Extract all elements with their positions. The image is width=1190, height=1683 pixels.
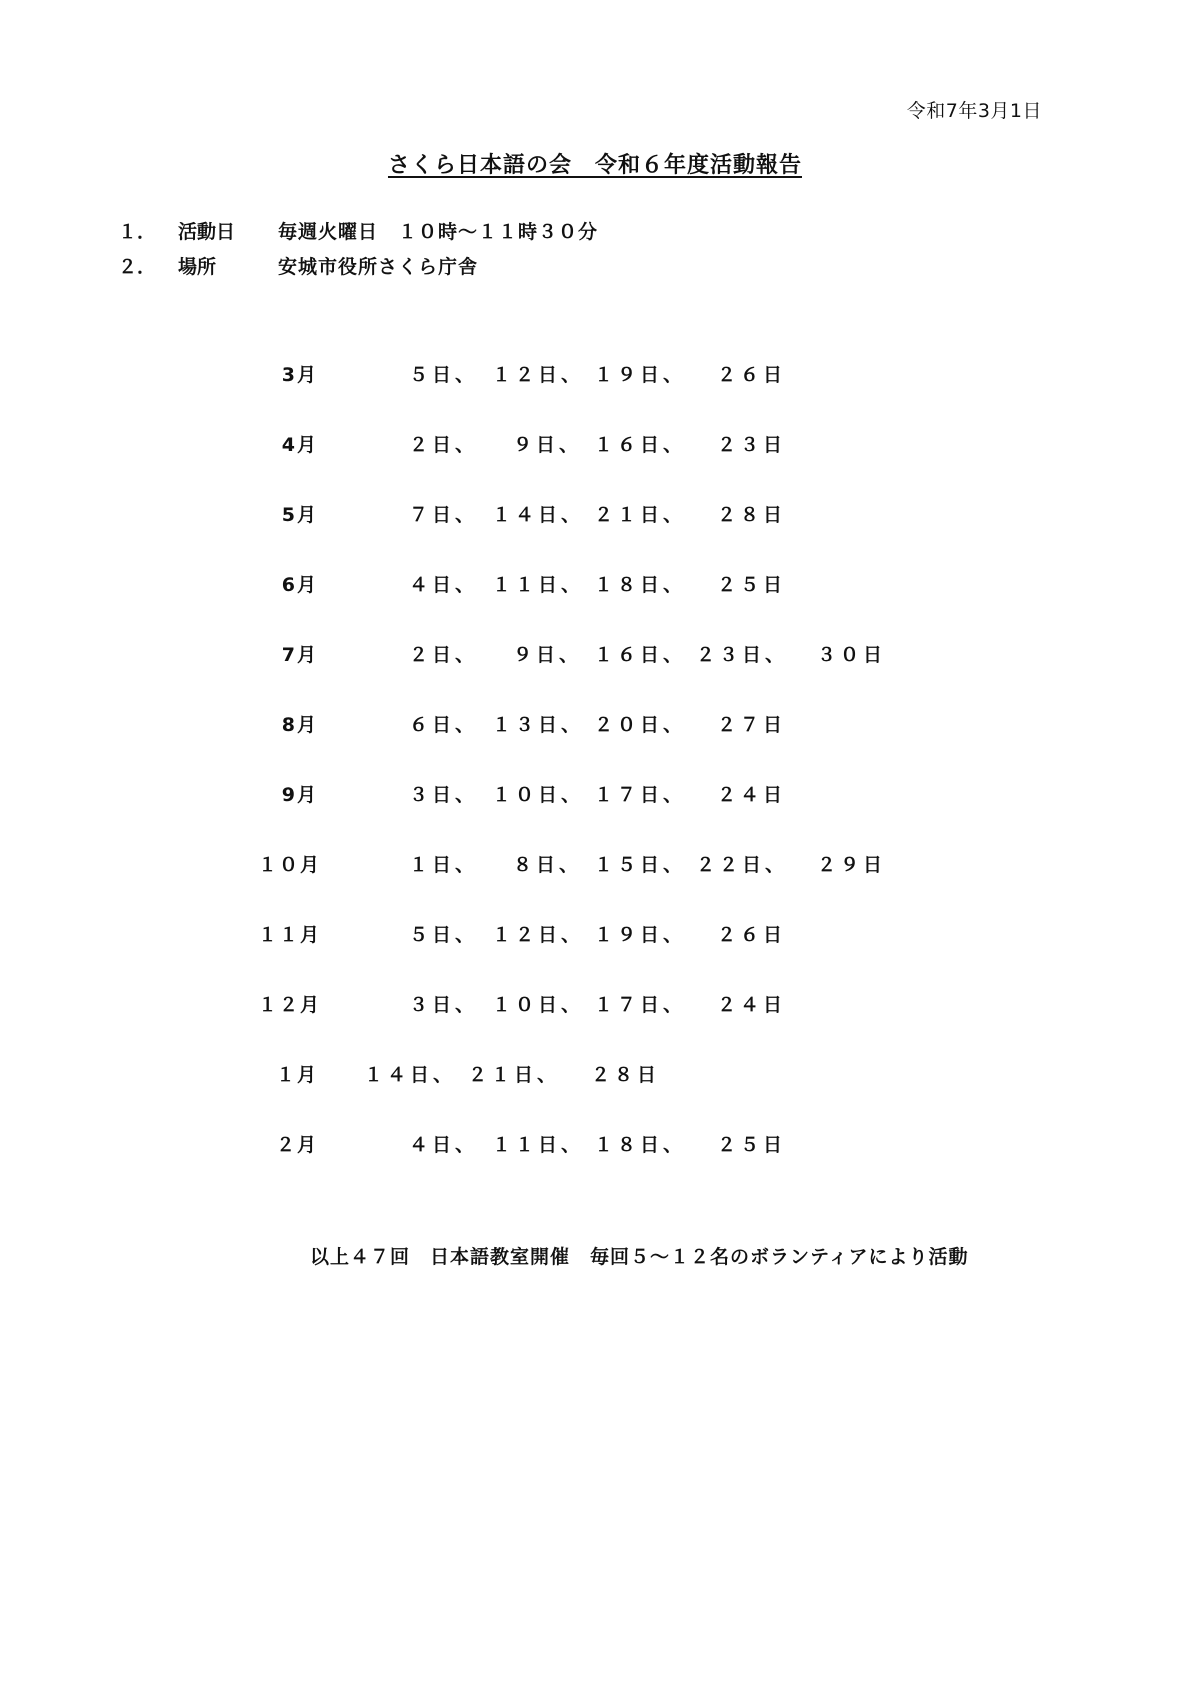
schedule-month: 3月 bbox=[281, 364, 318, 386]
schedule-day: １０日、 bbox=[492, 994, 585, 1016]
item-number: ２． bbox=[118, 256, 157, 278]
schedule-day: ６日、 bbox=[408, 714, 478, 736]
schedule-day: １７日、 bbox=[594, 994, 687, 1016]
item-value: 毎週火曜日 １０時～１１時３０分 bbox=[278, 221, 599, 243]
schedule-month: １１月 bbox=[258, 924, 322, 946]
schedule-row bbox=[0, 710, 1190, 740]
schedule-day: ５日、 bbox=[408, 364, 478, 386]
schedule-day: ２１日、 bbox=[594, 504, 687, 526]
schedule-day: １４日、 bbox=[492, 504, 585, 526]
schedule-month: 9月 bbox=[281, 784, 318, 806]
schedule-month: 5月 bbox=[281, 504, 318, 526]
schedule-row bbox=[0, 360, 1190, 390]
schedule-row bbox=[0, 1130, 1190, 1160]
schedule-day: １８日、 bbox=[594, 574, 687, 596]
schedule-day: ８日、 bbox=[512, 854, 582, 876]
schedule-day: ４日、 bbox=[408, 574, 478, 596]
schedule-day: １２日、 bbox=[492, 924, 585, 946]
schedule-day: ２４日 bbox=[716, 784, 786, 806]
schedule-day: ２７日 bbox=[716, 714, 786, 736]
schedule-day: １１日、 bbox=[492, 1134, 585, 1156]
schedule-month: １月 bbox=[275, 1064, 318, 1086]
schedule-day: １５日、 bbox=[594, 854, 687, 876]
schedule-day: １８日、 bbox=[594, 1134, 687, 1156]
schedule-day: ２３日、 bbox=[696, 644, 789, 666]
schedule-day: ２２日、 bbox=[696, 854, 789, 876]
schedule-day: ２３日 bbox=[716, 434, 786, 456]
schedule-month: ２月 bbox=[275, 1134, 318, 1156]
schedule-day: ４日、 bbox=[408, 1134, 478, 1156]
schedule-month: １２月 bbox=[258, 994, 322, 1016]
schedule-day: １７日、 bbox=[594, 784, 687, 806]
schedule-row bbox=[0, 570, 1190, 600]
schedule-day: ９日、 bbox=[512, 644, 582, 666]
schedule-month: １０月 bbox=[258, 854, 322, 876]
schedule-day: １０日、 bbox=[492, 784, 585, 806]
schedule-row bbox=[0, 990, 1190, 1020]
schedule-day: ２５日 bbox=[716, 1134, 786, 1156]
schedule-day: ２８日 bbox=[590, 1064, 660, 1086]
schedule-day: ９日、 bbox=[512, 434, 582, 456]
schedule-month: 4月 bbox=[281, 434, 318, 456]
schedule-row bbox=[0, 500, 1190, 530]
schedule-day: １３日、 bbox=[492, 714, 585, 736]
schedule-row bbox=[0, 640, 1190, 670]
schedule-day: ２日、 bbox=[408, 644, 478, 666]
schedule-day: ７日、 bbox=[408, 504, 478, 526]
schedule-day: １２日、 bbox=[492, 364, 585, 386]
schedule-day: ２５日 bbox=[716, 574, 786, 596]
schedule-day: １９日、 bbox=[594, 364, 687, 386]
schedule-row bbox=[0, 850, 1190, 880]
summary-text: 以上４７回 日本語教室開催 毎回５～１２名のボランティアにより活動 bbox=[310, 1246, 969, 1268]
schedule-row bbox=[0, 780, 1190, 810]
schedule-month: 6月 bbox=[281, 574, 318, 596]
schedule-day: ２０日、 bbox=[594, 714, 687, 736]
schedule-month: 8月 bbox=[281, 714, 318, 736]
schedule-day: ２９日 bbox=[816, 854, 886, 876]
schedule-month: 7月 bbox=[281, 644, 318, 666]
schedule-day: １９日、 bbox=[594, 924, 687, 946]
item-value: 安城市役所さくら庁舎 bbox=[278, 256, 479, 278]
schedule-day: ２１日、 bbox=[468, 1064, 561, 1086]
document-title: さくら日本語の会 令和６年度活動報告 bbox=[387, 153, 802, 178]
schedule-day: ５日、 bbox=[408, 924, 478, 946]
schedule-day: ２６日 bbox=[716, 924, 786, 946]
schedule-day: ３日、 bbox=[408, 994, 478, 1016]
schedule-day: ３日、 bbox=[408, 784, 478, 806]
schedule-day: ２８日 bbox=[716, 504, 786, 526]
schedule-day: ２日、 bbox=[408, 434, 478, 456]
item-number: １． bbox=[118, 221, 157, 243]
schedule-row bbox=[0, 430, 1190, 460]
schedule-day: １６日、 bbox=[594, 644, 687, 666]
schedule-day: ２６日 bbox=[716, 364, 786, 386]
schedule-day: ２４日 bbox=[716, 994, 786, 1016]
schedule-row bbox=[0, 920, 1190, 950]
schedule-day: １１日、 bbox=[492, 574, 585, 596]
schedule-day: １４日、 bbox=[364, 1064, 457, 1086]
item-label: 場所 bbox=[178, 256, 217, 278]
schedule-row bbox=[0, 1060, 1190, 1090]
schedule-day: １日、 bbox=[408, 854, 478, 876]
document-date: 令和7年3月1日 bbox=[906, 100, 1042, 122]
schedule-day: １６日、 bbox=[594, 434, 687, 456]
schedule-day: ３０日 bbox=[816, 644, 886, 666]
item-label: 活動日 bbox=[178, 221, 236, 243]
